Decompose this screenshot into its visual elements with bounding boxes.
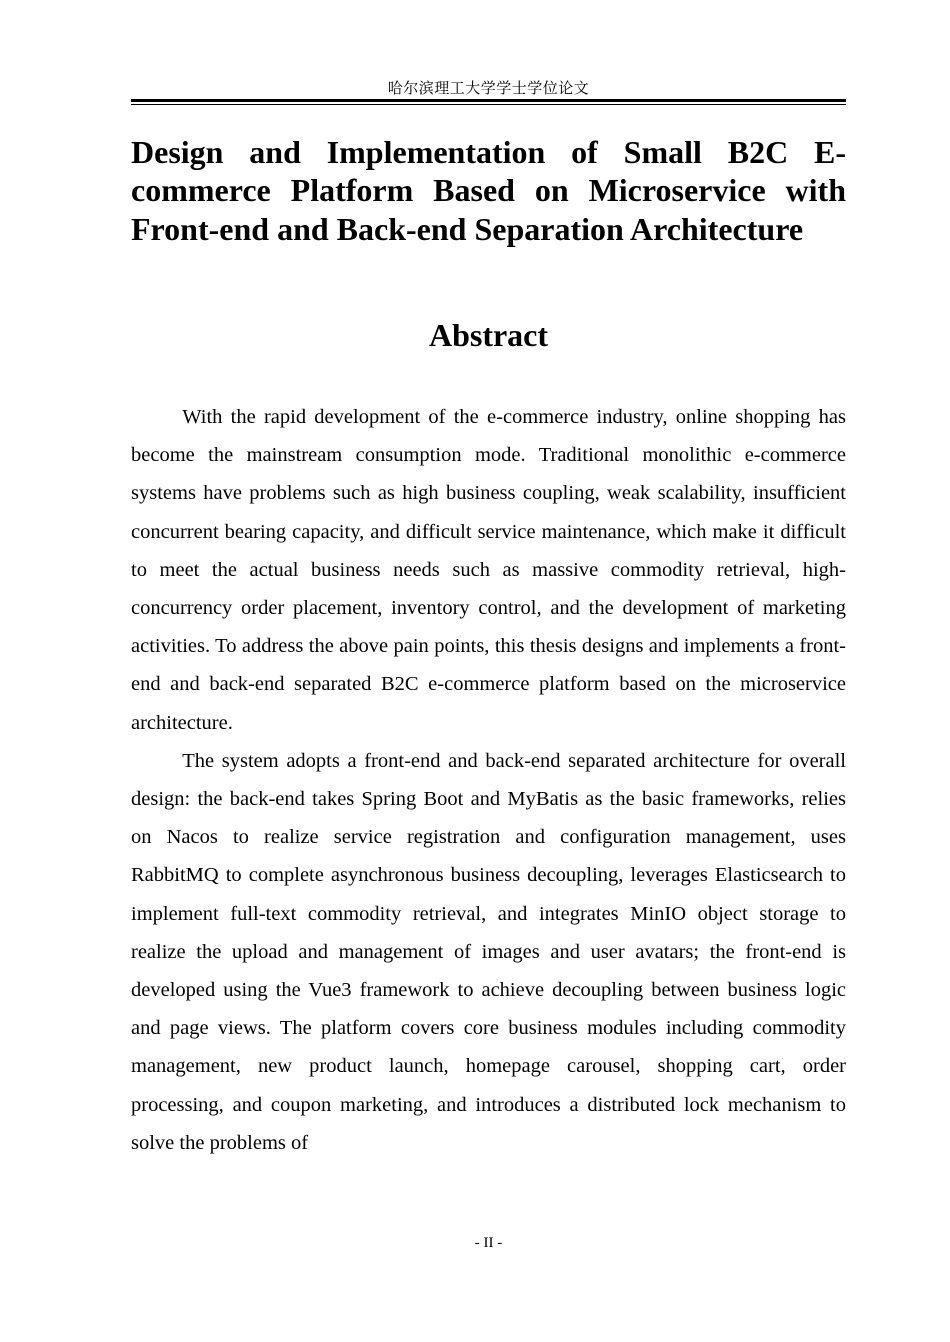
- abstract-body: [131, 398, 846, 1162]
- abstract-paragraph: With the rapid development of the e-commerce industry, online shopping has become the mainstream consumption mode. Traditional monolithic e-commerce systems have problems such as high business coupling, weak scalability, insufficient concurrent bearing capacity, and difficult service maintenance, which make it difficult to meet the actual business needs such as massive commodity retrieval, high-concurrency order placement, inventory control, and the development of marketing activities. To address the above pain points, this thesis designs and implements a front-end and back-end separated B2C e-commerce platform based on the microservice architecture.: [131, 406, 846, 734]
- thesis-title: Design and Implementation of Small B2C E-commerce Platform Based on Microservice with Front-end and Back-end Separation Architecture: [131, 134, 846, 247]
- abstract-paragraph: The system adopts a front-end and back-end separated architecture for overall design: the back-end takes Spring Boot and MyBatis as the basic frameworks, relies on Nacos to realize service registration and configuration management, uses RabbitMQ to complete asynchronous business decoupling, leverages Elasticsearch to implement full-text commodity retrieval, and integrates MinIO object storage to realize the upload and management of images and user avatars; the front-end is developed using the Vue3 framework to achieve decoupling between business logic and page views. The platform covers core business modules including commodity management, new product launch, homepage carousel, shopping cart, order processing, and coupon marketing, and introduces a distributed lock mechanism to solve the problems of: [131, 749, 846, 1154]
- running-header: 哈尔滨理工大学学士学位论文: [387, 79, 590, 97]
- header-rule-thick: [131, 99, 846, 102]
- page-number: - II -: [474, 1235, 503, 1251]
- abstract-heading: Abstract: [428, 317, 549, 353]
- header-rule-thin: [131, 104, 846, 105]
